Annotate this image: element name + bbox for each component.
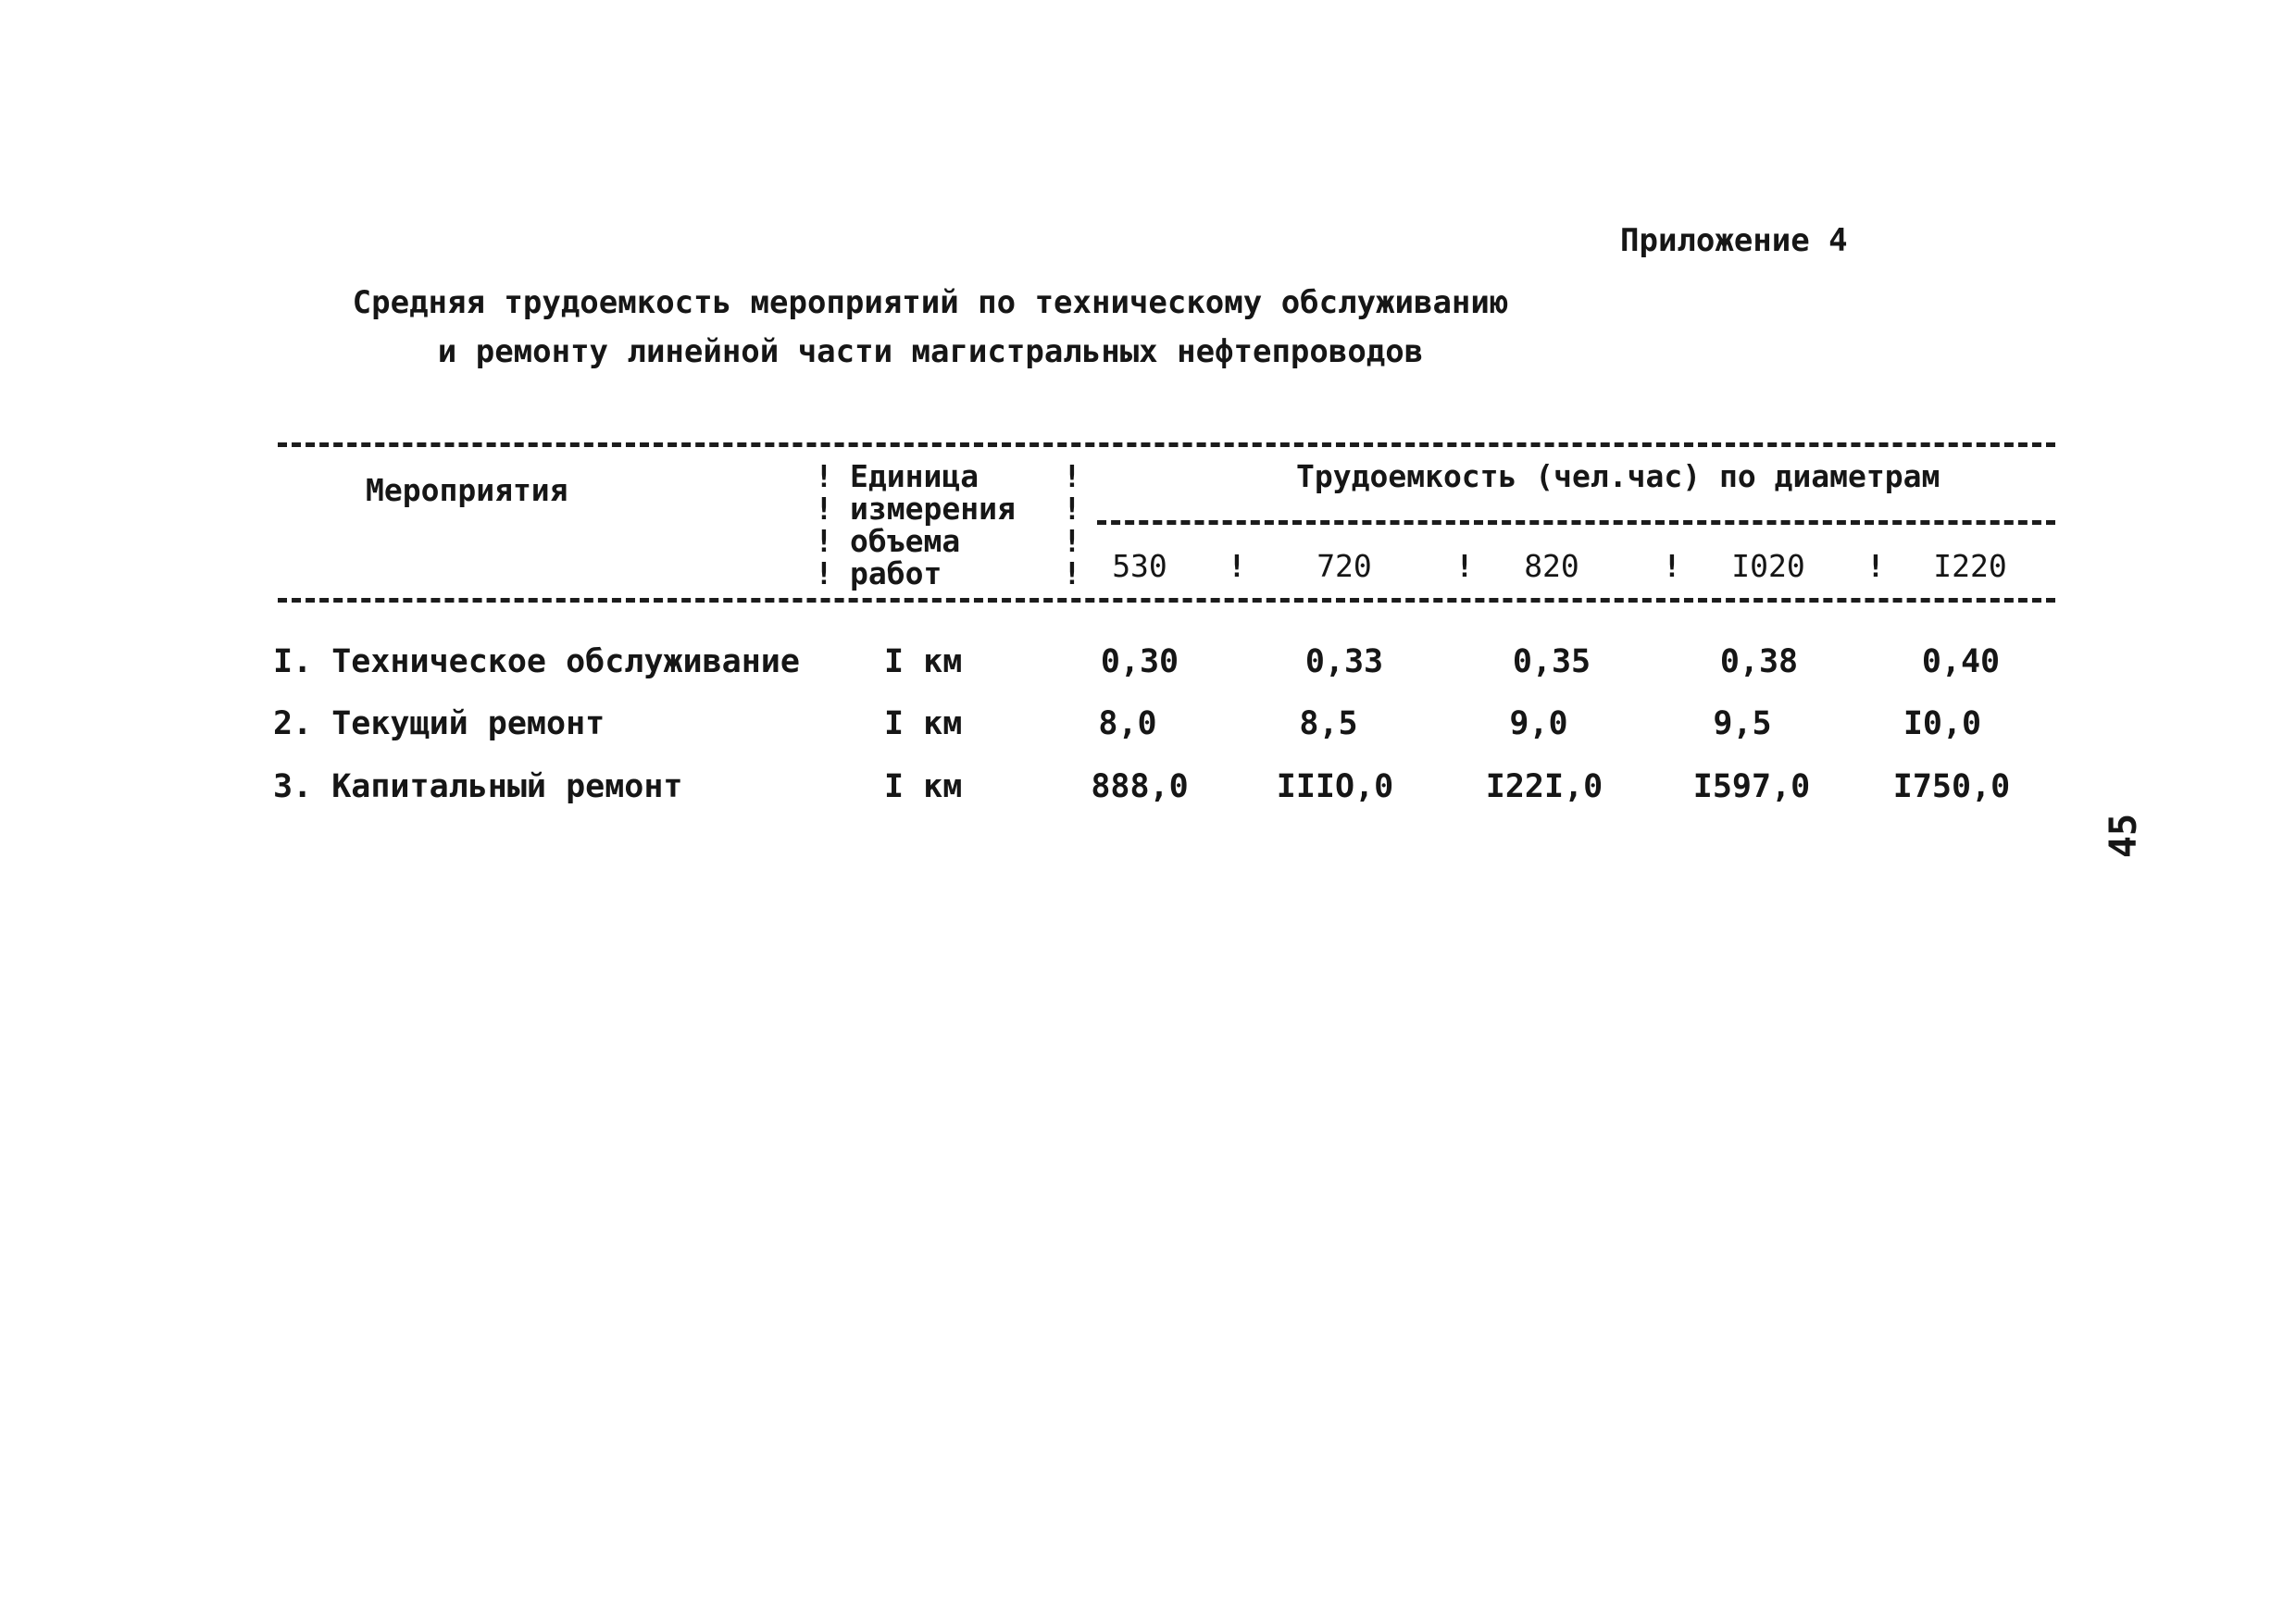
column-header-activity: Мероприятия bbox=[366, 472, 568, 508]
row-1-activity: I. Техническое обслуживание bbox=[273, 643, 800, 680]
column-header-unit-line-3: объема bbox=[850, 523, 961, 559]
column-header-unit-line-1: Единица bbox=[850, 458, 980, 494]
column-header-unit-line-2: измерения bbox=[850, 491, 1016, 527]
diameter-header-1020: I020 bbox=[1731, 548, 1805, 584]
row-2-value-720: 8,5 bbox=[1299, 705, 1358, 742]
column-header-labor-intensity: Трудоемкость (чел.час) по диаметрам bbox=[1296, 458, 1940, 494]
separator: ! bbox=[1063, 555, 1081, 591]
separator: ! bbox=[1063, 491, 1081, 527]
row-3-value-720: IIIO,0 bbox=[1276, 768, 1394, 805]
separator: ! bbox=[1663, 548, 1681, 584]
row-1-value-1020: 0,38 bbox=[1719, 643, 1799, 680]
document-title-line-1: Средняя трудоемкость мероприятий по техническому обслуживанию bbox=[352, 284, 1509, 321]
diameter-header-530: 530 bbox=[1112, 548, 1167, 584]
row-2-value-1220: I0,0 bbox=[1903, 705, 1982, 742]
separator: ! bbox=[1866, 548, 1885, 584]
row-1-value-820: 0,35 bbox=[1512, 643, 1591, 680]
row-2-value-1020: 9,5 bbox=[1713, 705, 1772, 742]
row-3-value-820: I22I,0 bbox=[1485, 768, 1603, 805]
document-title-line-2: и ремонту линейной части магистральных нефтепроводов bbox=[437, 333, 1424, 370]
appendix-label: Приложение 4 bbox=[1620, 222, 1848, 259]
row-1-unit: I км bbox=[884, 643, 963, 680]
separator: ! bbox=[1455, 548, 1474, 584]
row-2-value-530: 8,0 bbox=[1098, 705, 1157, 742]
row-2-unit: I км bbox=[884, 705, 963, 742]
table-subheader-rule bbox=[1097, 520, 2055, 525]
diameter-header-1220: I220 bbox=[1933, 548, 2007, 584]
diameter-header-820: 820 bbox=[1524, 548, 1579, 584]
row-2-activity: 2. Текущий ремонт bbox=[273, 705, 605, 742]
separator: ! bbox=[815, 458, 833, 494]
row-1-value-1220: 0,40 bbox=[1921, 643, 2001, 680]
row-1-value-530: 0,30 bbox=[1100, 643, 1179, 680]
table-header-bottom-rule bbox=[278, 598, 2055, 603]
diameter-header-720: 720 bbox=[1316, 548, 1372, 584]
separator: ! bbox=[815, 555, 833, 591]
separator: ! bbox=[1228, 548, 1246, 584]
row-3-activity: 3. Капитальный ремонт bbox=[273, 768, 683, 805]
row-2-value-820: 9,0 bbox=[1509, 705, 1568, 742]
separator: ! bbox=[1063, 458, 1081, 494]
table-top-rule bbox=[278, 442, 2055, 447]
separator: ! bbox=[1063, 523, 1081, 559]
page-number: 45 bbox=[2103, 813, 2146, 859]
row-3-unit: I км bbox=[884, 768, 963, 805]
row-3-value-1020: I597,0 bbox=[1692, 768, 1811, 805]
separator: ! bbox=[815, 523, 833, 559]
row-3-value-1220: I750,0 bbox=[1892, 768, 2011, 805]
row-3-value-530: 888,0 bbox=[1091, 768, 1189, 805]
row-1-value-720: 0,33 bbox=[1304, 643, 1384, 680]
separator: ! bbox=[815, 491, 833, 527]
column-header-unit-line-4: работ bbox=[850, 555, 942, 591]
